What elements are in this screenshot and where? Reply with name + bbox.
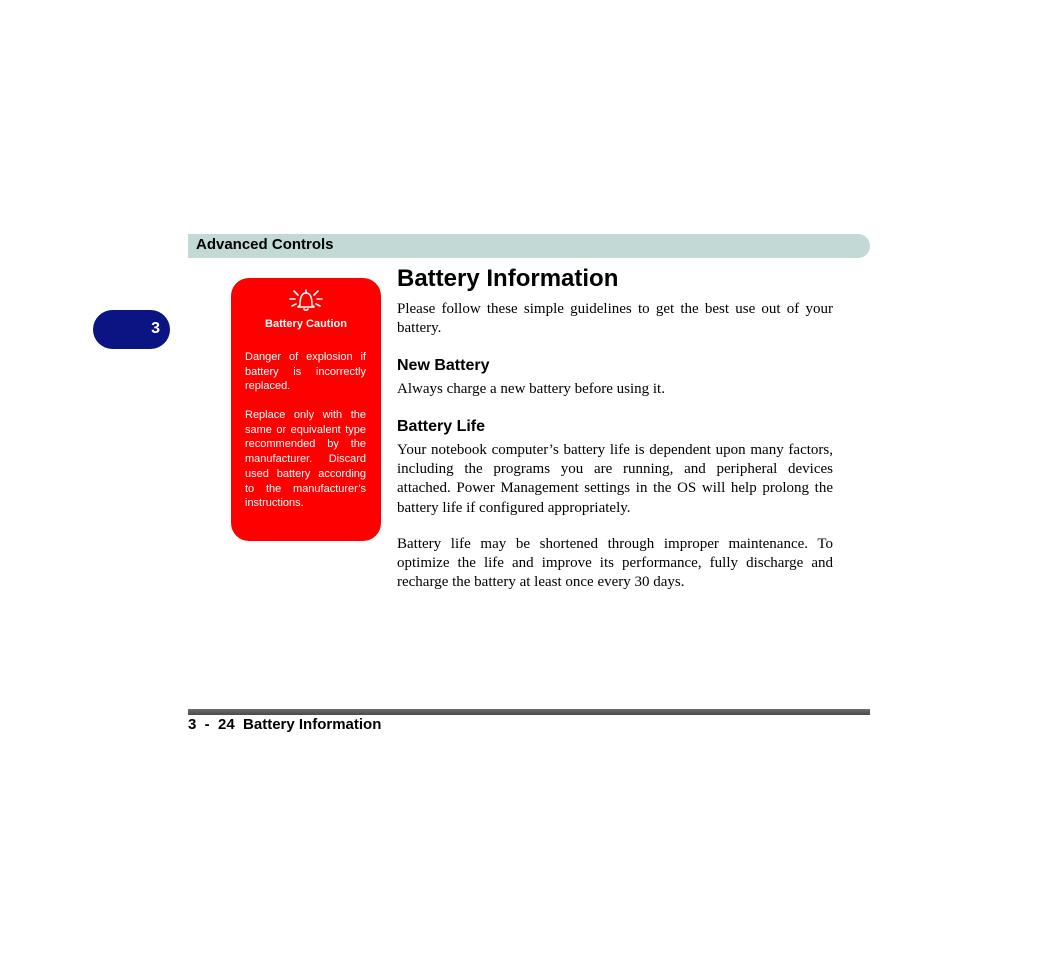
battery-caution-box xyxy=(231,278,381,541)
section-heading-battery-life: Battery Life xyxy=(397,418,486,435)
footer-rule xyxy=(188,709,870,715)
new-battery-paragraph: Always charge a new battery before using it. xyxy=(397,381,665,397)
page-title: Battery Information xyxy=(397,265,619,292)
section-header-bar xyxy=(188,234,870,258)
chapter-tab xyxy=(93,310,170,349)
section-heading-new-battery: New Battery xyxy=(397,357,490,374)
intro-paragraph: Please follow these simple guidelines to get the best use out of your battery. xyxy=(397,301,833,337)
chapter-number: 3 xyxy=(151,320,160,337)
caution-paragraph: Danger of explosion if battery is incorrectly replaced. xyxy=(245,351,366,393)
caution-paragraph: Replace only with the same or equivalent type recommended by the manufacturer. Discard used battery according to the manufacturer’s instructions. xyxy=(245,409,366,510)
section-title: Advanced Controls xyxy=(196,236,334,253)
page-footer-label: 3 - 24 Battery Information xyxy=(188,716,382,733)
caution-title: Battery Caution xyxy=(265,318,347,330)
battery-life-paragraph: Your notebook computer’s battery life is dependent upon many factors, including the programs you are running, and peripheral devices attached. Power Management settings in the OS will help prolong the battery life if configured appropriately. xyxy=(397,442,833,516)
alarm-bell-icon xyxy=(288,285,324,313)
battery-life-paragraph: Battery life may be shortened through improper maintenance. To optimize the life and improve its performance, fully discharge and recharge the battery at least once every 30 days. xyxy=(397,536,833,591)
